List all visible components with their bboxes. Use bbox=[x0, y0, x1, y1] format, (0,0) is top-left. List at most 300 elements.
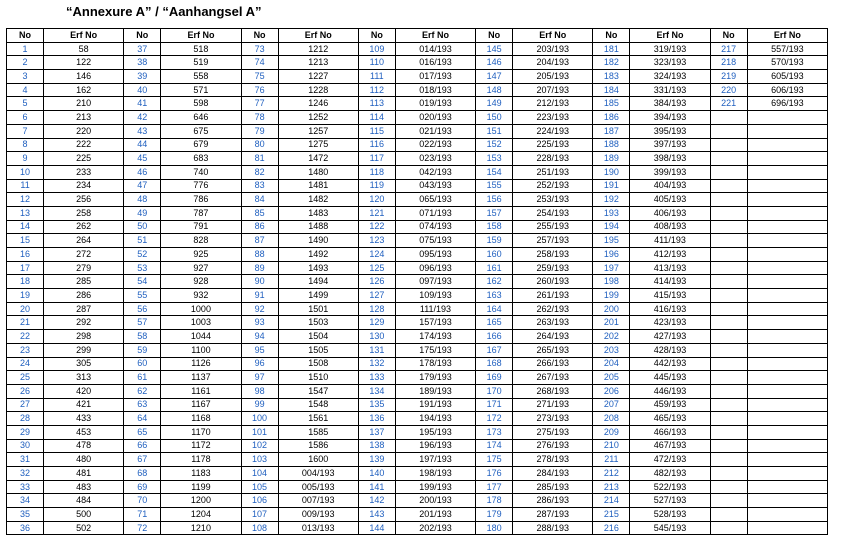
erf-number: 1480 bbox=[278, 165, 358, 179]
row-number: 155 bbox=[476, 179, 513, 193]
row-number: 158 bbox=[476, 220, 513, 234]
row-number bbox=[710, 439, 747, 453]
row-number: 144 bbox=[358, 521, 395, 535]
header-erf-no: Erf No bbox=[278, 29, 358, 43]
erf-number: 398/193 bbox=[630, 152, 710, 166]
erf-number: 203/193 bbox=[513, 42, 593, 56]
row-number: 123 bbox=[358, 234, 395, 248]
erf-number bbox=[747, 138, 827, 152]
erf-number: 1499 bbox=[278, 289, 358, 303]
table-row bbox=[7, 508, 828, 522]
erf-number: 109/193 bbox=[395, 289, 475, 303]
erf-number: 522/193 bbox=[630, 480, 710, 494]
erf-number: 1492 bbox=[278, 248, 358, 262]
row-number: 27 bbox=[7, 398, 44, 412]
row-number: 57 bbox=[124, 316, 161, 330]
row-number: 163 bbox=[476, 289, 513, 303]
erf-number: 423/193 bbox=[630, 316, 710, 330]
erf-number: 020/193 bbox=[395, 111, 475, 125]
erf-number: 263/193 bbox=[513, 316, 593, 330]
row-number: 143 bbox=[358, 508, 395, 522]
erf-number: 298 bbox=[44, 330, 124, 344]
row-number: 64 bbox=[124, 412, 161, 426]
erf-number bbox=[747, 508, 827, 522]
erf-number: 1178 bbox=[161, 453, 241, 467]
table-row bbox=[7, 83, 828, 97]
row-number: 109 bbox=[358, 42, 395, 56]
row-number: 182 bbox=[593, 56, 630, 70]
erf-number: 299 bbox=[44, 343, 124, 357]
erf-number bbox=[747, 206, 827, 220]
erf-number: 273/193 bbox=[513, 412, 593, 426]
erf-number: 482/193 bbox=[630, 467, 710, 481]
row-number: 78 bbox=[241, 111, 278, 125]
row-number: 102 bbox=[241, 439, 278, 453]
header-no: No bbox=[476, 29, 513, 43]
erf-number: 502 bbox=[44, 521, 124, 535]
erf-number: 254/193 bbox=[513, 206, 593, 220]
table-row bbox=[7, 398, 828, 412]
erf-number bbox=[747, 343, 827, 357]
row-number: 196 bbox=[593, 248, 630, 262]
erf-number: 1200 bbox=[161, 494, 241, 508]
erf-number: 213 bbox=[44, 111, 124, 125]
row-number: 164 bbox=[476, 302, 513, 316]
row-number: 80 bbox=[241, 138, 278, 152]
erf-number: 257/193 bbox=[513, 234, 593, 248]
row-number: 96 bbox=[241, 357, 278, 371]
erf-number: 265/193 bbox=[513, 343, 593, 357]
row-number: 138 bbox=[358, 439, 395, 453]
row-number: 141 bbox=[358, 480, 395, 494]
row-number bbox=[710, 343, 747, 357]
erf-number: 683 bbox=[161, 152, 241, 166]
row-number: 20 bbox=[7, 302, 44, 316]
row-number bbox=[710, 467, 747, 481]
erf-number bbox=[747, 220, 827, 234]
erf-number: 58 bbox=[44, 42, 124, 56]
row-number: 99 bbox=[241, 398, 278, 412]
erf-number: 1212 bbox=[278, 42, 358, 56]
erf-number: 258 bbox=[44, 206, 124, 220]
row-number: 71 bbox=[124, 508, 161, 522]
erf-number: 016/193 bbox=[395, 56, 475, 70]
row-number: 52 bbox=[124, 248, 161, 262]
erf-number: 097/193 bbox=[395, 275, 475, 289]
table-row bbox=[7, 480, 828, 494]
erf-number: 411/193 bbox=[630, 234, 710, 248]
row-number: 139 bbox=[358, 453, 395, 467]
erf-number bbox=[747, 330, 827, 344]
row-number: 92 bbox=[241, 302, 278, 316]
erf-number bbox=[747, 111, 827, 125]
row-number: 58 bbox=[124, 330, 161, 344]
row-number: 106 bbox=[241, 494, 278, 508]
row-number: 81 bbox=[241, 152, 278, 166]
erf-number: 1505 bbox=[278, 343, 358, 357]
row-number: 124 bbox=[358, 248, 395, 262]
erf-number: 420 bbox=[44, 384, 124, 398]
row-number: 104 bbox=[241, 467, 278, 481]
erf-number bbox=[747, 521, 827, 535]
erf-number: 1227 bbox=[278, 70, 358, 84]
erf-number: 262/193 bbox=[513, 302, 593, 316]
row-number: 89 bbox=[241, 261, 278, 275]
row-number: 45 bbox=[124, 152, 161, 166]
erf-number: 212/193 bbox=[513, 97, 593, 111]
row-number bbox=[710, 384, 747, 398]
row-number: 168 bbox=[476, 357, 513, 371]
table-row bbox=[7, 234, 828, 248]
erf-number: 276/193 bbox=[513, 439, 593, 453]
erf-number: 445/193 bbox=[630, 371, 710, 385]
row-number: 197 bbox=[593, 261, 630, 275]
erf-number: 275/193 bbox=[513, 425, 593, 439]
row-number: 77 bbox=[241, 97, 278, 111]
row-number bbox=[710, 371, 747, 385]
erf-number: 414/193 bbox=[630, 275, 710, 289]
row-number: 30 bbox=[7, 439, 44, 453]
row-number: 145 bbox=[476, 42, 513, 56]
erf-number: 258/193 bbox=[513, 248, 593, 262]
row-number: 119 bbox=[358, 179, 395, 193]
row-number: 32 bbox=[7, 467, 44, 481]
row-number: 177 bbox=[476, 480, 513, 494]
row-number bbox=[710, 152, 747, 166]
erf-number: 776 bbox=[161, 179, 241, 193]
erf-number: 194/193 bbox=[395, 412, 475, 426]
row-number: 26 bbox=[7, 384, 44, 398]
table-row bbox=[7, 261, 828, 275]
row-number: 91 bbox=[241, 289, 278, 303]
row-number: 205 bbox=[593, 371, 630, 385]
row-number bbox=[710, 480, 747, 494]
table-row bbox=[7, 206, 828, 220]
erf-number: 286 bbox=[44, 289, 124, 303]
erf-number: 571 bbox=[161, 83, 241, 97]
row-number: 159 bbox=[476, 234, 513, 248]
row-number: 44 bbox=[124, 138, 161, 152]
table-row bbox=[7, 521, 828, 535]
erf-number: 189/193 bbox=[395, 384, 475, 398]
row-number: 147 bbox=[476, 70, 513, 84]
erf-number bbox=[747, 316, 827, 330]
erf-number: 1600 bbox=[278, 453, 358, 467]
erf-number: 022/193 bbox=[395, 138, 475, 152]
table-row bbox=[7, 70, 828, 84]
row-number: 118 bbox=[358, 165, 395, 179]
row-number: 74 bbox=[241, 56, 278, 70]
header-erf-no: Erf No bbox=[747, 29, 827, 43]
erf-number: 1501 bbox=[278, 302, 358, 316]
erf-number: 558 bbox=[161, 70, 241, 84]
row-number: 161 bbox=[476, 261, 513, 275]
erf-number: 399/193 bbox=[630, 165, 710, 179]
header-erf-no: Erf No bbox=[395, 29, 475, 43]
erf-number: 679 bbox=[161, 138, 241, 152]
row-number: 173 bbox=[476, 425, 513, 439]
erf-number: 305 bbox=[44, 357, 124, 371]
erf-number: 157/193 bbox=[395, 316, 475, 330]
row-number: 107 bbox=[241, 508, 278, 522]
erf-number bbox=[747, 384, 827, 398]
erf-number: 528/193 bbox=[630, 508, 710, 522]
row-number: 85 bbox=[241, 206, 278, 220]
erf-number: 1172 bbox=[161, 439, 241, 453]
row-number: 194 bbox=[593, 220, 630, 234]
row-number: 66 bbox=[124, 439, 161, 453]
erf-number: 019/193 bbox=[395, 97, 475, 111]
row-number: 221 bbox=[710, 97, 747, 111]
row-number: 34 bbox=[7, 494, 44, 508]
row-number bbox=[710, 165, 747, 179]
erf-number: 220 bbox=[44, 124, 124, 138]
erf-number: 196/193 bbox=[395, 439, 475, 453]
row-number: 8 bbox=[7, 138, 44, 152]
erf-number: 519 bbox=[161, 56, 241, 70]
erf-number: 606/193 bbox=[747, 83, 827, 97]
row-number: 204 bbox=[593, 357, 630, 371]
row-number: 38 bbox=[124, 56, 161, 70]
erf-number: 200/193 bbox=[395, 494, 475, 508]
table-row bbox=[7, 152, 828, 166]
erf-number: 065/193 bbox=[395, 193, 475, 207]
row-number: 209 bbox=[593, 425, 630, 439]
table-row bbox=[7, 124, 828, 138]
row-number: 114 bbox=[358, 111, 395, 125]
erf-number bbox=[747, 193, 827, 207]
row-number: 39 bbox=[124, 70, 161, 84]
erf-number: 284/193 bbox=[513, 467, 593, 481]
row-number: 113 bbox=[358, 97, 395, 111]
row-number: 40 bbox=[124, 83, 161, 97]
row-number: 79 bbox=[241, 124, 278, 138]
row-number: 18 bbox=[7, 275, 44, 289]
row-number: 98 bbox=[241, 384, 278, 398]
row-number: 213 bbox=[593, 480, 630, 494]
erf-number: 384/193 bbox=[630, 97, 710, 111]
row-number: 14 bbox=[7, 220, 44, 234]
row-number: 54 bbox=[124, 275, 161, 289]
row-number: 174 bbox=[476, 439, 513, 453]
erf-number: 225/193 bbox=[513, 138, 593, 152]
erf-number: 480 bbox=[44, 453, 124, 467]
row-number: 110 bbox=[358, 56, 395, 70]
erf-number bbox=[747, 371, 827, 385]
row-number bbox=[710, 398, 747, 412]
row-number: 61 bbox=[124, 371, 161, 385]
row-number: 211 bbox=[593, 453, 630, 467]
row-number: 6 bbox=[7, 111, 44, 125]
erf-number bbox=[747, 467, 827, 481]
erf-number: 478 bbox=[44, 439, 124, 453]
row-number: 191 bbox=[593, 179, 630, 193]
erf-number: 278/193 bbox=[513, 453, 593, 467]
erf-number: 1228 bbox=[278, 83, 358, 97]
erf-number: 285/193 bbox=[513, 480, 593, 494]
row-number: 95 bbox=[241, 343, 278, 357]
erf-number: 007/193 bbox=[278, 494, 358, 508]
row-number bbox=[710, 206, 747, 220]
row-number: 84 bbox=[241, 193, 278, 207]
row-number: 3 bbox=[7, 70, 44, 84]
table-row bbox=[7, 193, 828, 207]
table-row bbox=[7, 330, 828, 344]
table-row bbox=[7, 248, 828, 262]
row-number: 130 bbox=[358, 330, 395, 344]
erf-number: 1213 bbox=[278, 56, 358, 70]
erf-number: 195/193 bbox=[395, 425, 475, 439]
row-number: 83 bbox=[241, 179, 278, 193]
row-number bbox=[710, 193, 747, 207]
erf-number: 264/193 bbox=[513, 330, 593, 344]
header-no: No bbox=[710, 29, 747, 43]
row-number: 105 bbox=[241, 480, 278, 494]
row-number bbox=[710, 412, 747, 426]
erf-number: 018/193 bbox=[395, 83, 475, 97]
row-number: 190 bbox=[593, 165, 630, 179]
erf-number: 251/193 bbox=[513, 165, 593, 179]
row-number bbox=[710, 302, 747, 316]
erf-number: 1472 bbox=[278, 152, 358, 166]
row-number: 156 bbox=[476, 193, 513, 207]
erf-number bbox=[747, 275, 827, 289]
erf-number: 286/193 bbox=[513, 494, 593, 508]
row-number: 166 bbox=[476, 330, 513, 344]
erf-number: 174/193 bbox=[395, 330, 475, 344]
row-number: 73 bbox=[241, 42, 278, 56]
row-number: 115 bbox=[358, 124, 395, 138]
row-number: 35 bbox=[7, 508, 44, 522]
erf-number bbox=[747, 261, 827, 275]
erf-number: 453 bbox=[44, 425, 124, 439]
row-number: 170 bbox=[476, 384, 513, 398]
erf-number: 1547 bbox=[278, 384, 358, 398]
erf-number: 222 bbox=[44, 138, 124, 152]
table-row bbox=[7, 111, 828, 125]
row-number bbox=[710, 234, 747, 248]
erf-number: 1585 bbox=[278, 425, 358, 439]
erf-number: 421 bbox=[44, 398, 124, 412]
erf-number: 518 bbox=[161, 42, 241, 56]
row-number: 134 bbox=[358, 384, 395, 398]
row-number: 188 bbox=[593, 138, 630, 152]
row-number: 217 bbox=[710, 42, 747, 56]
erf-number: 740 bbox=[161, 165, 241, 179]
row-number: 7 bbox=[7, 124, 44, 138]
erf-number: 791 bbox=[161, 220, 241, 234]
header-erf-no: Erf No bbox=[630, 29, 710, 43]
erf-number bbox=[747, 234, 827, 248]
erf-number: 017/193 bbox=[395, 70, 475, 84]
row-number: 15 bbox=[7, 234, 44, 248]
erf-number: 205/193 bbox=[513, 70, 593, 84]
row-number: 42 bbox=[124, 111, 161, 125]
erf-number: 500 bbox=[44, 508, 124, 522]
erf-number: 394/193 bbox=[630, 111, 710, 125]
erf-number: 466/193 bbox=[630, 425, 710, 439]
erf-number: 557/193 bbox=[747, 42, 827, 56]
row-number bbox=[710, 111, 747, 125]
row-number: 212 bbox=[593, 467, 630, 481]
erf-number: 1183 bbox=[161, 467, 241, 481]
table-row bbox=[7, 97, 828, 111]
erf-number: 406/193 bbox=[630, 206, 710, 220]
row-number bbox=[710, 248, 747, 262]
row-number: 68 bbox=[124, 467, 161, 481]
row-number: 178 bbox=[476, 494, 513, 508]
erf-number: 042/193 bbox=[395, 165, 475, 179]
row-number: 192 bbox=[593, 193, 630, 207]
erf-number: 252/193 bbox=[513, 179, 593, 193]
row-number: 56 bbox=[124, 302, 161, 316]
erf-number: 259/193 bbox=[513, 261, 593, 275]
erf-number: 459/193 bbox=[630, 398, 710, 412]
row-number bbox=[710, 179, 747, 193]
row-number: 1 bbox=[7, 42, 44, 56]
row-number: 36 bbox=[7, 521, 44, 535]
row-number: 128 bbox=[358, 302, 395, 316]
row-number: 172 bbox=[476, 412, 513, 426]
row-number bbox=[710, 425, 747, 439]
erf-number: 313 bbox=[44, 371, 124, 385]
erf-number: 467/193 bbox=[630, 439, 710, 453]
row-number: 185 bbox=[593, 97, 630, 111]
erf-number: 023/193 bbox=[395, 152, 475, 166]
row-number: 136 bbox=[358, 412, 395, 426]
header-erf-no: Erf No bbox=[44, 29, 124, 43]
erf-number: 264 bbox=[44, 234, 124, 248]
erf-number: 927 bbox=[161, 261, 241, 275]
row-number: 129 bbox=[358, 316, 395, 330]
erf-number: 198/193 bbox=[395, 467, 475, 481]
row-number: 198 bbox=[593, 275, 630, 289]
row-number: 2 bbox=[7, 56, 44, 70]
row-number: 59 bbox=[124, 343, 161, 357]
erf-number: 267/193 bbox=[513, 371, 593, 385]
erf-number: 1168 bbox=[161, 412, 241, 426]
row-number: 16 bbox=[7, 248, 44, 262]
row-number: 122 bbox=[358, 220, 395, 234]
row-number: 101 bbox=[241, 425, 278, 439]
erf-number: 1199 bbox=[161, 480, 241, 494]
table-row bbox=[7, 302, 828, 316]
erf-number: 395/193 bbox=[630, 124, 710, 138]
erf-number: 331/193 bbox=[630, 83, 710, 97]
erf-number: 932 bbox=[161, 289, 241, 303]
erf-number: 043/193 bbox=[395, 179, 475, 193]
erf-number: 279 bbox=[44, 261, 124, 275]
erf-number: 075/193 bbox=[395, 234, 475, 248]
row-number: 131 bbox=[358, 343, 395, 357]
erf-number: 014/193 bbox=[395, 42, 475, 56]
row-number: 117 bbox=[358, 152, 395, 166]
erf-number: 1275 bbox=[278, 138, 358, 152]
erf-number: 268/193 bbox=[513, 384, 593, 398]
erf-number: 146 bbox=[44, 70, 124, 84]
erf-number: 288/193 bbox=[513, 521, 593, 535]
erf-number: 1204 bbox=[161, 508, 241, 522]
row-number bbox=[710, 508, 747, 522]
erf-number: 598 bbox=[161, 97, 241, 111]
erf-number: 324/193 bbox=[630, 70, 710, 84]
row-number: 184 bbox=[593, 83, 630, 97]
erf-number: 405/193 bbox=[630, 193, 710, 207]
row-number: 201 bbox=[593, 316, 630, 330]
erf-number: 122 bbox=[44, 56, 124, 70]
erf-number: 1000 bbox=[161, 302, 241, 316]
row-number: 148 bbox=[476, 83, 513, 97]
